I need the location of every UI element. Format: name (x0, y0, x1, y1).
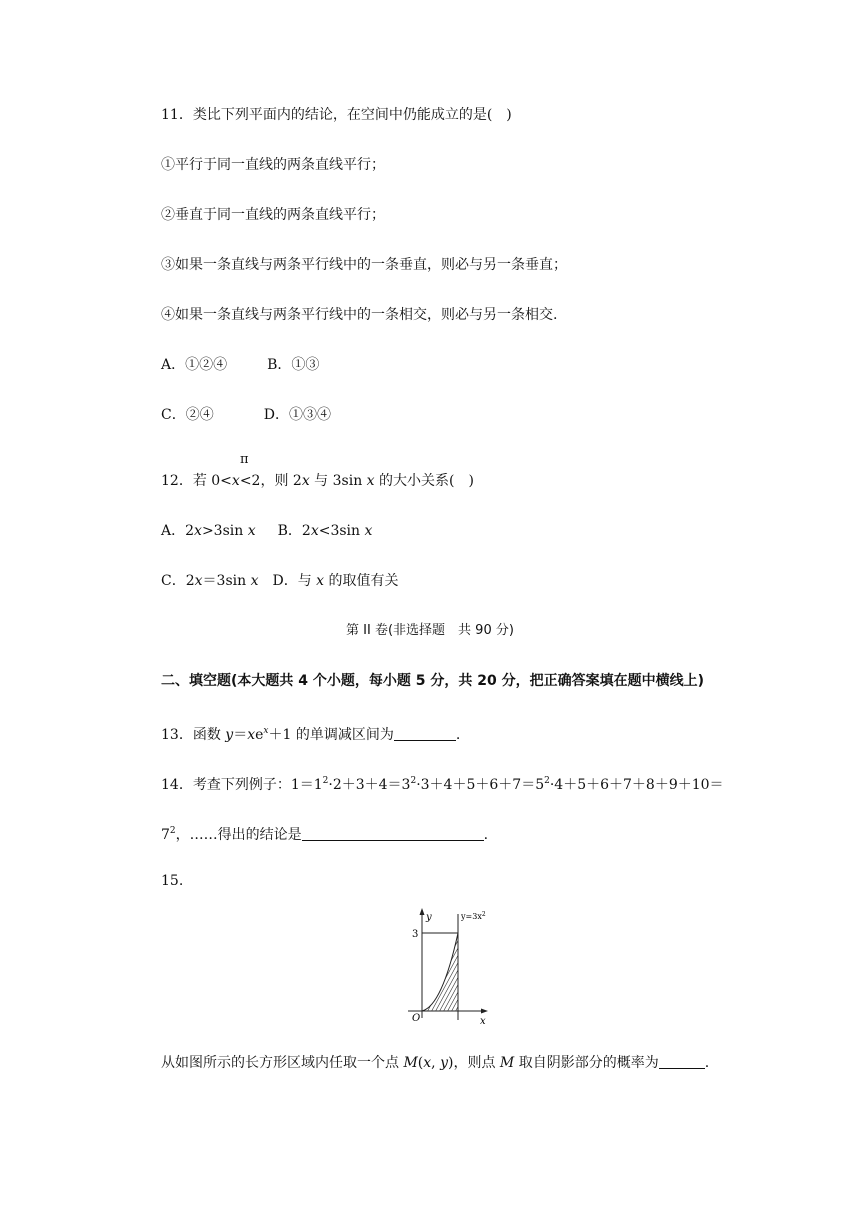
q12-option-d-pre: D．与 (272, 573, 317, 589)
q15-answer-blank[interactable] (659, 1054, 705, 1069)
q15-figure (390, 906, 500, 1024)
q11-stem: 11．类比下列平面内的结论，在空间中仍能成立的是( ) (161, 107, 512, 123)
q12-var-x: x (194, 573, 203, 589)
q15-var-y: y (440, 1055, 448, 1071)
curve-label (460, 911, 486, 921)
q14-sup: 2 (322, 776, 329, 786)
q12-var-x: x (316, 573, 325, 589)
q12-var-x: x (366, 473, 375, 489)
q11-item-1: ①平行于同一直线的两条直线平行； (161, 157, 385, 173)
q13-prefix: 13．函数 (161, 727, 226, 743)
q12-stem-mid: 与 3sin (309, 473, 367, 489)
q12-stem (161, 471, 474, 491)
q12-option-b (278, 523, 373, 539)
y-axis-label: y (426, 912, 432, 923)
q12-option-a-pre: A．2 (161, 523, 195, 539)
x-axis-label: x (480, 1016, 486, 1024)
q12-stem-lt2: <2，则 2 (239, 473, 302, 489)
q14-sup: 2 (544, 776, 550, 786)
q14-sup: 2 (169, 826, 176, 836)
q15-text-d: 取自阴影部分的概率为 (514, 1055, 659, 1071)
q15-comma: , (431, 1055, 441, 1071)
q12-option-b-pre: B．2 (277, 523, 311, 539)
q11-item-2: ②垂直于同一直线的两条直线平行； (161, 207, 385, 223)
q12-pi-numerator: π (240, 452, 249, 467)
q12-var-x: x (231, 473, 240, 489)
q13-var-y: y (225, 727, 234, 743)
q13 (161, 721, 460, 745)
tick-3-label: 3 (412, 929, 419, 940)
q13-end: . (455, 727, 461, 743)
curve-label-text: y=3x (461, 912, 482, 921)
q15-point-m: M (499, 1055, 515, 1071)
q13-var-x: x (247, 727, 256, 743)
q15-text-a: 从如图所示的长方形区域内任取一个点 (161, 1055, 404, 1071)
q12-option-d (272, 573, 398, 589)
q15-point-m: M (403, 1055, 418, 1071)
q12-option-c-pre: C．2 (161, 573, 195, 589)
q14-line2-b: ，……得出的结论是 (175, 827, 302, 843)
q14-line-1 (161, 771, 724, 795)
q12-var-x: x (247, 523, 256, 539)
q11-option-d: D．①③④ (263, 407, 331, 423)
x-axis-arrow (481, 1009, 488, 1014)
part2-title: 第 II 卷(非选择题 共 90 分) (346, 623, 514, 638)
q12-var-x: x (310, 523, 319, 539)
q11-item-4: ④如果一条直线与两条平行线中的一条相交，则必与另一条相交. (161, 307, 558, 323)
y-axis-arrow (420, 908, 425, 915)
curve-label-sup: 2 (481, 911, 486, 918)
q14-part-b: ·2＋3＋4＝3 (328, 777, 411, 793)
q15-number: 15. (161, 873, 184, 889)
q12-var-x: x (194, 523, 202, 539)
q13-e: e (255, 727, 264, 743)
q11-option-b: B．①③ (267, 357, 320, 373)
q12-options-ab (161, 521, 372, 541)
q14-line-2 (161, 821, 488, 845)
q12-var-x: x (250, 573, 259, 589)
q15-text-c: )，则点 (448, 1055, 500, 1071)
q14-answer-blank[interactable] (302, 826, 484, 841)
q15-text (161, 1053, 709, 1073)
q12-option-a-mid: >3sin (201, 523, 248, 539)
q12-option-c (161, 573, 258, 589)
q14-end: . (483, 827, 489, 843)
q14-line2-a: 7 (161, 827, 170, 843)
q11-option-a: A．①②④ (161, 357, 228, 373)
q14-sup: 2 (410, 776, 417, 786)
q14-part-d: ·4＋5＋6＋7＋8＋9＋10＝ (549, 777, 724, 793)
q14-part-a: 14．考查下列例子：1＝1 (161, 777, 323, 793)
q15-var-x: x (423, 1055, 432, 1071)
q12-stem-prefix: 12．若 0< (161, 473, 232, 489)
q11-item-3: ③如果一条直线与两条平行线中的一条垂直，则必与另一条垂直； (161, 257, 567, 273)
q12-option-c-mid: ＝3sin (202, 573, 251, 589)
q13-eq: ＝ (233, 727, 248, 743)
q14-part-c: ·3＋4＋5＋6＋7＝5 (416, 777, 545, 793)
section2-heading: 二、填空题(本大题共 4 个小题，每小题 5 分，共 20 分，把正确答案填在题中横线上) (161, 673, 705, 689)
q11-options-ab (161, 355, 319, 375)
q12-options-cd (161, 571, 399, 591)
q12-option-d-post: 的取值有关 (324, 573, 399, 589)
q12-var-x: x (364, 523, 373, 539)
q13-exponent: x (263, 726, 269, 736)
q12-option-a (161, 523, 256, 539)
q12-option-b-mid: <3sin (318, 523, 365, 539)
q12-var-x: x (301, 473, 310, 489)
q11-options-cd (161, 405, 331, 425)
q13-answer-blank[interactable] (394, 726, 456, 741)
q13-suffix: ＋1 的单调减区间为 (268, 727, 394, 743)
q15-paren-open: ( (417, 1055, 424, 1071)
q11-option-c: C．②④ (161, 407, 214, 423)
q12-stem-suffix: 的大小关系( ) (374, 473, 474, 489)
q15-end: . (704, 1055, 710, 1071)
origin-label: O (412, 1013, 421, 1024)
